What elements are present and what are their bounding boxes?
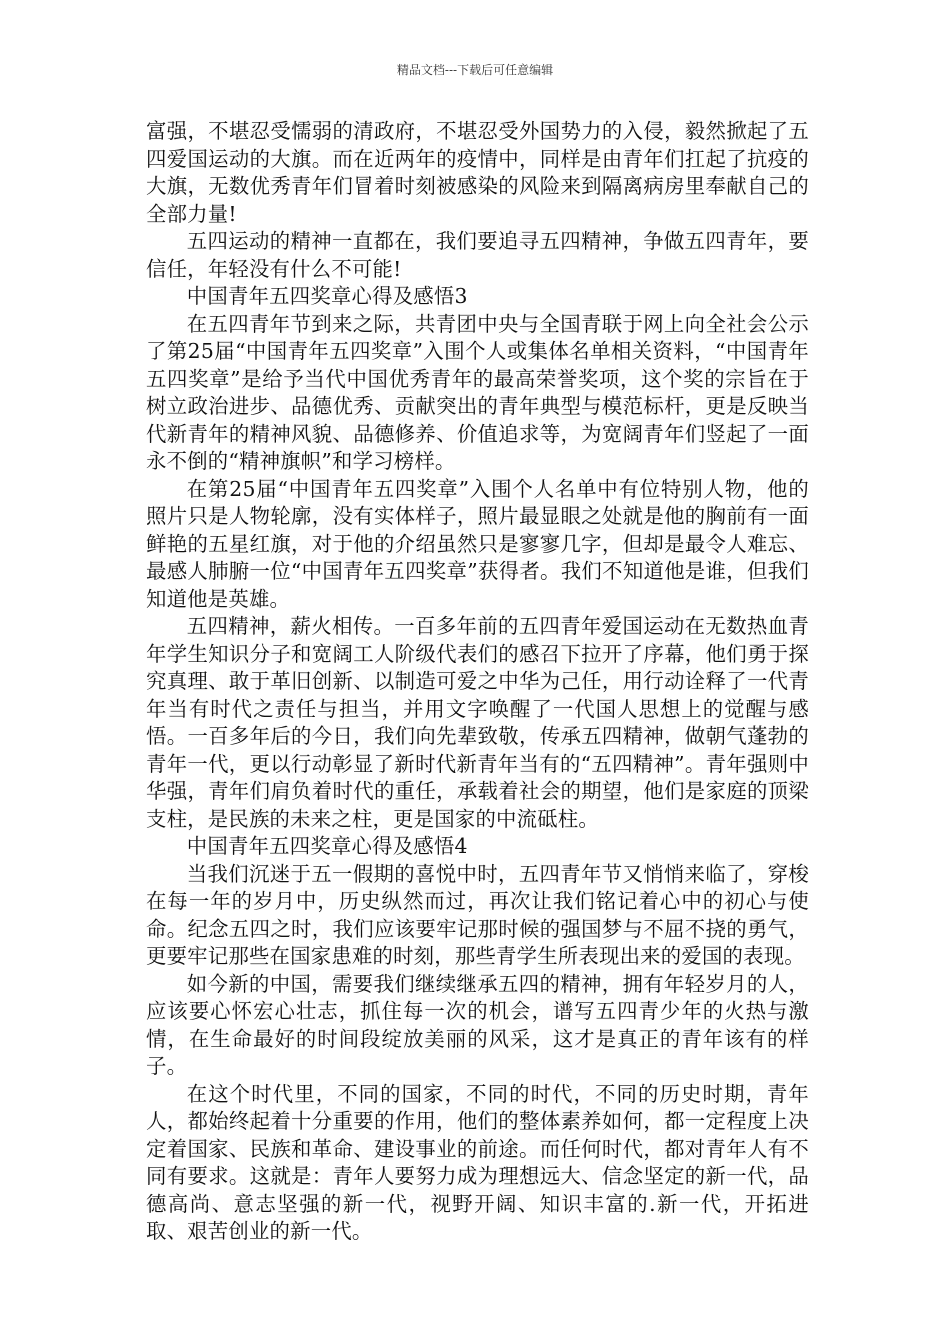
paragraph: 在这个时代里，不同的国家，不同的时代，不同的历史时期，青年人，都始终起着十分重要的作用，他们的整体素养如何，都一定程度上决定着国家、民族和革命、建设事业的前途。而任何时代，都对青年人有不同有要求。这就是：青年人要努力成为理想远大、信念坚定的新一代，品德高尚、意志坚强的新一代，视野开阔、知识丰富的.新一代，开拓进取、艰苦创业的新一代。: [146, 1081, 809, 1243]
paragraph: 在五四青年节到来之际，共青团中央与全国青联于网上向全社会公示了第25届“中国青年五四奖章”入围个人或集体名单相关资料，“中国青年五四奖章”是给予当代中国优秀青年的最高荣誉奖项，这个奖的宗旨在于树立政治进步、品德优秀、贡献突出的青年典型与模范标杆，更是反映当代新青年的精神风貌、品德修养、价值追求等，为宽阔青年们竖起了一面永不倒的“精神旗帜”和学习榜样。: [146, 311, 809, 473]
paragraph: 五四运动的精神一直都在，我们要追寻五四精神，争做五四青年，要信任，年轻没有什么不可能!: [146, 229, 809, 281]
paragraph: 五四精神，薪火相传。一百多年前的五四青年爱国运动在无数热血青年学生知识分子和宽阔工人阶级代表们的感召下拉开了序幕，他们勇于探究真理、敢于革旧创新、以制造可爱之中华为己任，用行动诠释了一代青年当有时代之责任与担当，并用文字唤醒了一代国人思想上的觉醒与感悟。一百多年后的今日，我们向先辈致敬，传承五四精神，做朝气蓬勃的青年一代，更以行动彰显了新时代新青年当有的“五四精神”。青年强则中华强，青年们肩负着时代的重任，承载着社会的期望，他们是家庭的顶梁支柱，是民族的未来之柱，更是国家的中流砥柱。: [146, 614, 809, 831]
paragraph-continuation: 富强，不堪忍受懦弱的清政府，不堪忍受外国势力的入侵，毅然掀起了五四爱国运动的大旗。而在近两年的疫情中，同样是由青年们扛起了抗疫的大旗，无数优秀青年们冒着时刻被感染的风险来到隔离病房里奉献自己的全部力量!: [146, 119, 809, 226]
paragraph: 在第25届“中国青年五四奖章”入围个人名单中有位特别人物，他的照片只是人物轮廓，没有实体样子，照片最显眼之处就是他的胸前有一面鲜艳的五星红旗，对于他的介绍虽然只是寥寥几字，但却是最令人难忘、最感人肺腑一位“中国青年五四奖章”获得者。我们不知道他是谁，但我们知道他是英雄。: [146, 476, 809, 611]
section-heading-3: 中国青年五四奖章心得及感悟3: [186, 284, 468, 308]
document-body: [146, 118, 809, 1246]
section-heading-4: 中国青年五四奖章心得及感悟4: [186, 834, 468, 858]
paragraph: 如今新的中国，需要我们继续继承五四的精神，拥有年轻岁月的人，应该要心怀宏心壮志，抓住每一次的机会，谱写五四青少年的火热与激情，在生命最好的时间段绽放美丽的风采，这才是真正的青年该有的样子。: [146, 971, 809, 1078]
paragraph: 当我们沉迷于五一假期的喜悦中时，五四青年节又悄悄来临了，穿梭在每一年的岁月中，历史纵然而过，再次让我们铭记着心中的初心与使命。纪念五四之时，我们应该要牢记那时候的强国梦与不屈不挠的勇气，更要牢记那些在国家患难的时刻，那些青学生所表现出来的爱国的表现。: [146, 861, 809, 968]
page-header: 精品文档---下载后可任意编辑: [396, 63, 554, 77]
